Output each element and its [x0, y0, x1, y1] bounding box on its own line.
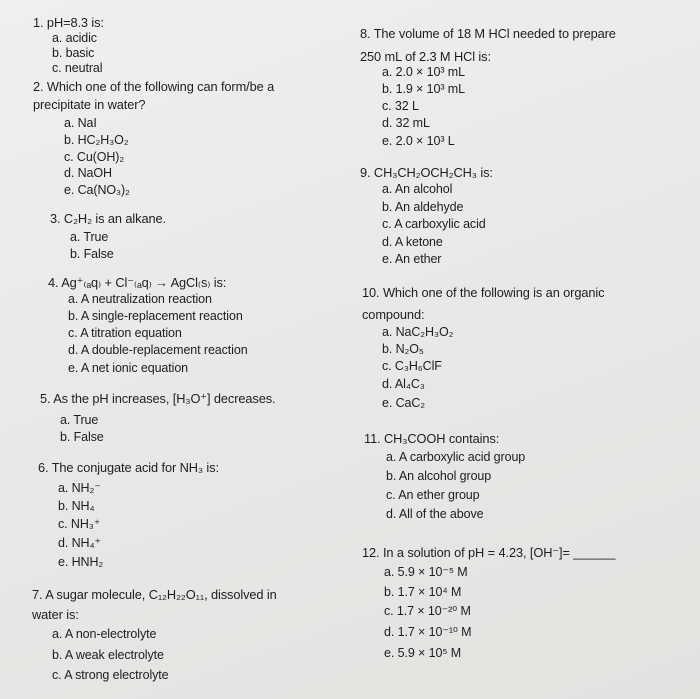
question-2-option: b. HC₂H₃O₂	[64, 133, 129, 147]
question-11-option: b. An alcohol group	[386, 469, 492, 483]
question-11-option: a. A carboxylic acid group	[386, 450, 526, 464]
question-7-option: b. A weak electrolyte	[52, 648, 164, 662]
question-4-prompt: 4. Ag⁺₍ₐq₎ + Cl⁻₍ₐq₎ → AgCl₍s₎ is:	[48, 275, 227, 290]
question-10-option: a. NaC₂H₃O₂	[382, 325, 454, 339]
question-4-option: c. A titration equation	[68, 326, 182, 340]
question-2-option: e. Ca(NO₃)₂	[64, 183, 130, 197]
question-12-option: c. 1.7 × 10⁻²⁰ M	[384, 604, 471, 618]
question-4-option: d. A double-replacement reaction	[68, 343, 248, 357]
question-8-prompt: 8. The volume of 18 M HCl needed to prepare	[360, 26, 616, 41]
question-10-option: d. Al₄C₃	[382, 377, 425, 391]
question-12-prompt: 12. In a solution of pH = 4.23, [OH⁻]= ______	[362, 545, 616, 560]
question-9-option: c. A carboxylic acid	[382, 217, 486, 231]
question-3-prompt: 3. C₂H₂ is an alkane.	[50, 211, 166, 226]
question-6-option: c. NH₃⁺	[58, 517, 101, 531]
question-2-option: c. Cu(OH)₂	[64, 150, 125, 164]
question-1-prompt: 1. pH=8.3 is:	[33, 15, 104, 30]
question-3-option: b. False	[70, 247, 114, 261]
question-4-option: e. A net ionic equation	[68, 361, 189, 375]
question-8-option: d. 32 mL	[382, 116, 430, 130]
question-9-option: b. An aldehyde	[382, 200, 464, 214]
question-11-option: c. An ether group	[386, 488, 480, 502]
question-2-prompt: 2. Which one of the following can form/be a	[33, 79, 275, 94]
question-7-option: a. A non-electrolyte	[52, 627, 157, 641]
question-6-option: b. NH₄	[58, 499, 95, 513]
question-7-prompt: water is:	[32, 607, 79, 622]
question-10-prompt: compound:	[362, 307, 425, 322]
question-12-option: e. 5.9 × 10⁵ M	[384, 646, 462, 660]
question-1-option: b. basic	[52, 46, 95, 60]
question-2-prompt: precipitate in water?	[33, 97, 146, 112]
question-10-option: e. CaC₂	[382, 396, 426, 410]
question-6-option: d. NH₄⁺	[58, 536, 101, 550]
question-9-option: e. An ether	[382, 252, 442, 266]
question-1-option: c. neutral	[52, 61, 103, 75]
question-12-option: d. 1.7 × 10⁻¹⁰ M	[384, 625, 472, 639]
question-5-prompt: 5. As the pH increases, [H₃O⁺] decreases.	[40, 391, 276, 406]
question-11-option: d. All of the above	[386, 507, 484, 521]
question-10-option: b. N₂O₅	[382, 342, 424, 356]
question-2-option: a. NaI	[64, 116, 97, 130]
question-10-option: c. C₃H₆ClF	[382, 359, 442, 373]
question-3-option: a. True	[70, 230, 109, 244]
question-6-option: a. NH₂⁻	[58, 481, 101, 495]
question-9-prompt: 9. CH₃CH₂OCH₂CH₃ is:	[360, 165, 493, 180]
question-9-option: d. A ketone	[382, 235, 443, 249]
question-12-option: b. 1.7 × 10⁴ M	[384, 585, 462, 599]
question-8-option: b. 1.9 × 10³ mL	[382, 82, 465, 96]
question-4-option: b. A single-replacement reaction	[68, 309, 243, 323]
question-4-option: a. A neutralization reaction	[68, 292, 212, 306]
question-1-option: a. acidic	[52, 31, 97, 45]
question-6-prompt: 6. The conjugate acid for NH₃ is:	[38, 460, 219, 475]
question-8-option: a. 2.0 × 10³ mL	[382, 65, 465, 79]
question-5-option: a. True	[60, 413, 99, 427]
question-8-prompt: 250 mL of 2.3 M HCl is:	[360, 49, 491, 64]
question-5-option: b. False	[60, 430, 104, 444]
question-11-prompt: 11. CH₃COOH contains:	[364, 431, 500, 446]
question-10-prompt: 10. Which one of the following is an organic	[362, 285, 605, 300]
question-7-prompt: 7. A sugar molecule, C₁₂H₂₂O₁₁, dissolved in	[32, 587, 277, 602]
question-8-option: c. 32 L	[382, 99, 419, 113]
question-9-option: a. An alcohol	[382, 182, 453, 196]
question-6-option: e. HNH₂	[58, 555, 104, 569]
question-7-option: c. A strong electrolyte	[52, 668, 169, 682]
question-8-option: e. 2.0 × 10³ L	[382, 134, 455, 148]
question-12-option: a. 5.9 × 10⁻⁵ M	[384, 565, 468, 579]
question-2-option: d. NaOH	[64, 166, 112, 180]
